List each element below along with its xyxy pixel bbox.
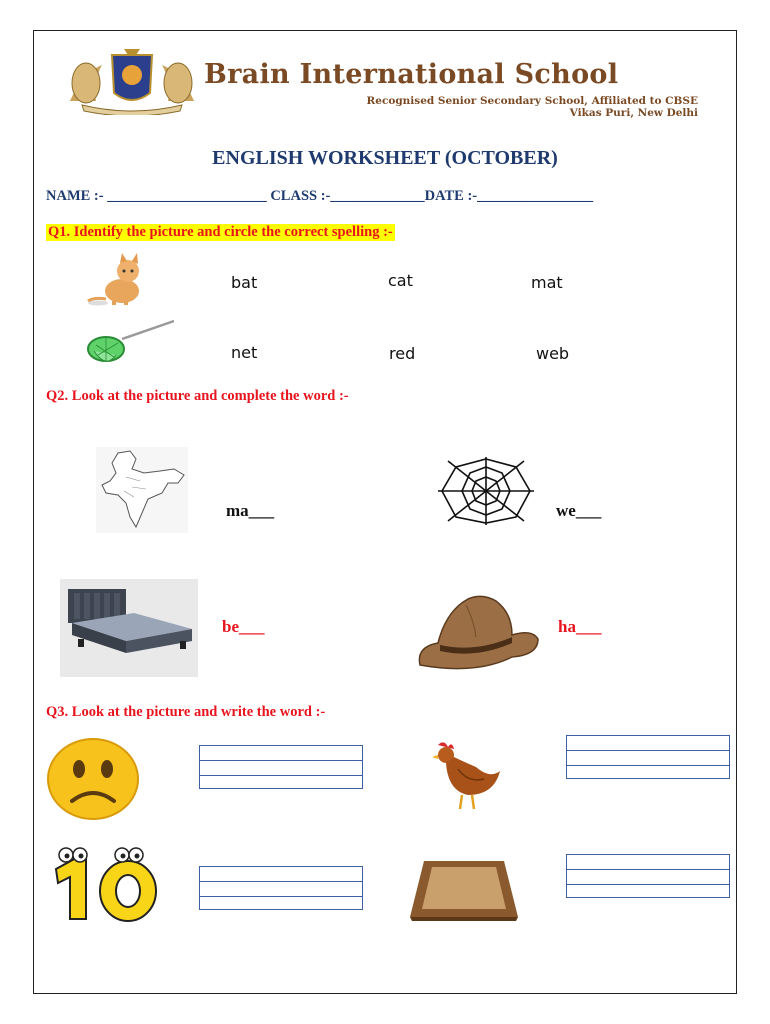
answer-box-ten[interactable] [199, 866, 363, 910]
number-ten-picture [48, 845, 162, 925]
bed-picture [60, 579, 198, 677]
q1-option-bat[interactable]: bat [231, 273, 258, 292]
q3-heading: Q3. Look at the picture and write the word :- [46, 704, 326, 720]
q1-heading: Q1. Identify the picture and circle the correct spelling :- [48, 224, 393, 240]
q1-option-cat[interactable]: cat [388, 271, 413, 290]
spider-web-picture [436, 455, 536, 527]
student-info-line[interactable]: NAME :- ______________________ CLASS :-_____________DATE :-________________ [46, 188, 594, 204]
worksheet-page [33, 30, 737, 994]
school-subtitle [367, 95, 698, 119]
hen-picture [428, 739, 504, 811]
sad-face-picture [46, 737, 140, 821]
q2-blank-web[interactable]: we___ [556, 501, 602, 520]
q2-blank-hat[interactable]: ha___ [558, 617, 602, 636]
q2-blank-map[interactable]: ma___ [226, 501, 275, 520]
q1-option-mat[interactable]: mat [531, 273, 563, 292]
mat-picture [408, 857, 520, 921]
school-name: Brain International School [204, 59, 619, 90]
q1-option-red[interactable]: red [389, 344, 416, 363]
worksheet-title: ENGLISH WORKSHEET (OCTOBER) [212, 147, 558, 169]
school-affiliation: Recognised Senior Secondary School, Affiliated to CBSE [366, 95, 698, 107]
net-picture [84, 317, 176, 369]
school-crest-logo [62, 43, 202, 115]
q2-heading: Q2. Look at the picture and complete the word :- [46, 388, 349, 404]
q1-option-web[interactable]: web [536, 344, 570, 363]
cat-picture [84, 251, 148, 307]
answer-box-hen[interactable] [566, 735, 730, 779]
q1-option-net[interactable]: net [231, 343, 258, 362]
school-location: Vikas Puri, New Delhi [569, 107, 698, 119]
q2-blank-bed[interactable]: be___ [222, 617, 265, 636]
answer-box-sad[interactable] [199, 745, 363, 789]
answer-box-mat[interactable] [566, 854, 730, 898]
hat-picture [416, 591, 540, 677]
india-map-picture [96, 447, 188, 533]
